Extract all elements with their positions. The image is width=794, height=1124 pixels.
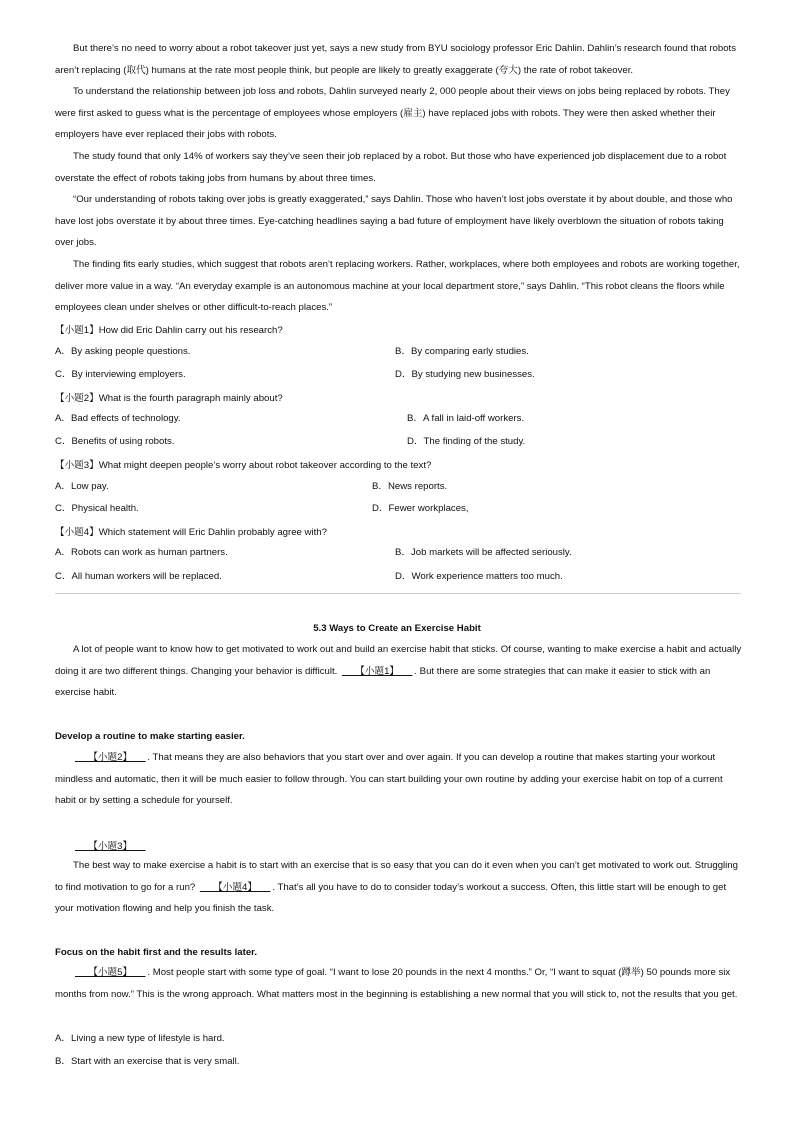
question-4-option-b[interactable]: B．Job markets will be affected seriously. — [395, 547, 572, 558]
question-4-option-c[interactable]: C．All human workers will be replaced. — [55, 571, 222, 582]
question-1-option-c[interactable]: C．By interviewing employers. — [55, 369, 186, 380]
passage1-paragraph-1: But there’s no need to worry about a robot takeover just yet, says a new study from BYU sociology professor Eric Dahlin. Dahlin’s research found that robots aren’t replacing (取代) humans at the rate most people think, but people are likely to greatly exaggerate (夸大) the rate of robot takeover. — [55, 43, 737, 76]
question-2-stem: 【小题2】What is the fourth paragraph mainly about? — [55, 393, 283, 404]
passage1-paragraph-5: The finding fits early studies, which suggest that robots aren’t replacing workers. Rather, workplaces, where both employees and robots are working together, deliver more value in a way. “An everyday example is an autonomous machine at your local department store,” says Dahlin. “This robot cleans the floors while employees clean under shelves or other difficult-to-reach places.” — [55, 259, 740, 314]
routine-text: . That means they are also behaviors that you start over and over again. If you can develop a routine that makes starting your workout mindless and automatic, then it will be much easier to follow through. You can start building your own routine by adding your exercise habit on top of a current habit or by setting a schedule for yourself. — [55, 752, 723, 807]
question-4-option-a[interactable]: A．Robots can work as human partners. — [55, 547, 228, 558]
question-2-option-a[interactable]: A．Bad effects of technology. — [55, 413, 181, 424]
question-2-option-c[interactable]: C．Benefits of using robots. — [55, 436, 175, 447]
passage1-paragraph-2: To understand the relationship between job loss and robots, Dahlin surveyed nearly 2, 000 people about their views on jobs being replaced by robots. They were first asked to guess what is the percentage of employees whose employers (雇主) have replaced jobs with robots. They were then asked whether their employers have ever replaced their jobs with robots. — [55, 86, 730, 141]
focus-paragraph — [55, 962, 745, 1005]
small-text-start: The best way to make exercise a habit is to start with an exercise that is so easy that you can do it even when you can’t get motivated to work out. Struggling to find motivation to go for a run? — [55, 860, 738, 893]
question-3-option-c[interactable]: C．Physical health. — [55, 503, 139, 514]
question-1-option-d[interactable]: D．By studying new businesses. — [395, 369, 535, 380]
question-2-option-d[interactable]: D．The finding of the study. — [407, 436, 526, 447]
section-divider — [55, 593, 741, 594]
focus-text: . Most people start with some type of goal. “I want to lose 20 pounds in the next 4 months.” Or, “I want to squat (蹲举) 50 pounds more six months from now.” This is the wrong approach. What matters most in the beginning is establishing a new normal that you will stick to, not the results that you get. — [55, 967, 738, 1000]
question-1-option-b[interactable]: B．By comparing early studies. — [395, 346, 529, 357]
blank-3-line — [73, 838, 147, 852]
intro-text-start: A lot of people want to know how to get motivated to work out and build an exercise habit that sticks. Of course, wanting to make exercise a habit and actually doing it are two different things. Changing your behavior is difficult. — [55, 644, 742, 677]
blank-1[interactable]: 【小题1】 — [355, 665, 400, 677]
question-4-option-d[interactable]: D．Work experience matters too much. — [395, 571, 563, 582]
routine-paragraph — [55, 747, 745, 812]
question-3-option-d[interactable]: D．Fewer workplaces, — [372, 503, 469, 514]
question-3-option-a[interactable]: A．Low pay. — [55, 481, 109, 492]
blank-3[interactable]: 【小题3】 — [88, 841, 133, 852]
heading-develop-routine: Develop a routine to make starting easier. — [55, 731, 245, 742]
blank-2[interactable]: 【小题2】 — [88, 752, 133, 763]
question-1-stem: 【小题1】How did Eric Dahlin carry out his research? — [55, 325, 283, 336]
question-3-stem: 【小题3】What might deepen people’s worry about robot takeover according to the text? — [55, 460, 432, 471]
small-text-end: . That’s all you have to do to consider today’s workout a success. Often, this little start will be enough to get your motivation flowing and help you finish the task. — [55, 881, 727, 915]
passage2-option-b[interactable]: B．Start with an exercise that is very small. — [55, 1056, 240, 1067]
passage2-option-a[interactable]: A．Living a new type of lifestyle is hard. — [55, 1033, 225, 1044]
blank-4[interactable]: 【小题4】 — [213, 881, 257, 893]
passage1-paragraph-3: The study found that only 14% of workers say they’ve seen their job replaced by a robot. But those who have experienced job displacement due to a robot overstate the effect of robots taking jobs from humans by about three times. — [55, 151, 727, 184]
passage2-intro-paragraph — [55, 639, 745, 704]
heading-focus-habit: Focus on the habit first and the results later. — [55, 947, 258, 958]
question-1-option-a[interactable]: A．By asking people questions. — [55, 346, 191, 357]
question-2-option-b[interactable]: B．A fall in laid-off workers. — [407, 413, 525, 424]
passage2-title: 5.3 Ways to Create an Exercise Habit — [313, 623, 481, 634]
blank-5[interactable]: 【小题5】 — [88, 967, 133, 978]
small-exercise-paragraph — [55, 855, 745, 920]
question-4-stem: 【小题4】Which statement will Eric Dahlin probably agree with? — [55, 527, 327, 538]
intro-text-end: . But there are some strategies that can make it easier to stick with an exercise habit. — [55, 665, 711, 699]
question-3-option-b[interactable]: B．News reports. — [372, 481, 448, 492]
passage1-paragraph-4: “Our understanding of robots taking over jobs is greatly exaggerated,” says Dahlin. Those who haven’t lost jobs overstate it by about double, and those who have lost jobs overstate it by about three times. Eye-catching headlines saying a bad future of employment have likely overblown the situation of robots taking over jobs. — [55, 194, 733, 249]
